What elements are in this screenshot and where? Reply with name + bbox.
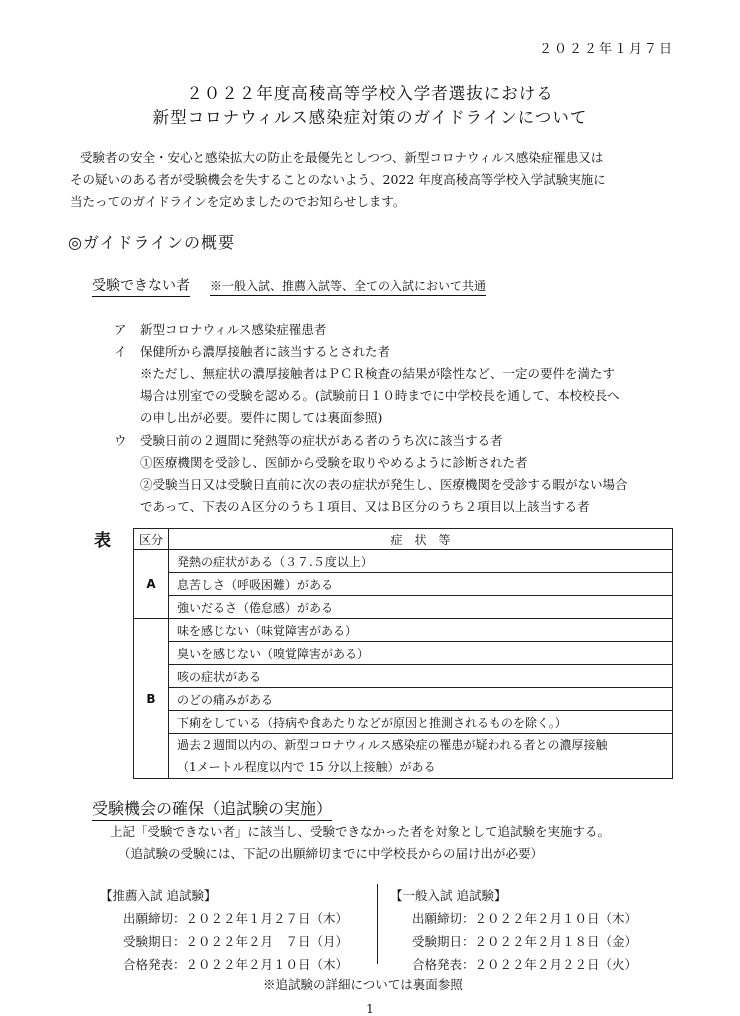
recommend-result-date: 合格発表：２０２２年２月１０日（木） (123, 957, 349, 972)
secure-line-1: 上記「受験できない者」に該当し、受験できなかった者を対象として追試験を実施する。 (110, 824, 611, 839)
table-row (134, 734, 673, 779)
table-cell: 味を感じない（味覚障害がある） (169, 619, 673, 642)
group-a-label: A (134, 550, 169, 619)
recommend-deadline: 出願締切：２０２２年１月２７日（木） (123, 911, 349, 926)
table-label: 表 (94, 531, 111, 551)
secure-heading-text: 受験機会の確保（追試験の実施） (92, 799, 332, 821)
recommend-retest-title: 【推薦入試 追試験】 (100, 888, 217, 903)
group-b-label: B (134, 619, 169, 779)
item-note-line-3: の申し出が必要。要件に関しては裏面参照) (140, 410, 383, 425)
table-cell: 咳の症状がある (169, 665, 673, 688)
table-row (134, 619, 673, 642)
table-cell: 息苦しさ（呼吸困難）がある (169, 573, 673, 596)
item-sub-2-line-2: であって、下表のＡ区分のうち１項目、又はＢ区分のうち２項目以上該当する者 (140, 499, 590, 514)
secure-section-heading (92, 796, 332, 819)
recommend-exam-date: 受験期日：２０２２年２月 ７日（月） (123, 934, 349, 949)
item-note-line-2: 場合は別室での受験を認める。(試験前日１０時までに中学校長を通して、本校校長へ (140, 388, 620, 403)
schedule-divider (377, 884, 378, 964)
contact-line-2: （1メートル程度以内で 15 分以上接触）がある (177, 760, 436, 774)
table-row (134, 688, 673, 711)
table-header-row (134, 529, 673, 550)
table-row (134, 596, 673, 619)
item-note-line-1: ※ただし、無症状の濃厚接触者はＰＣＲ検査の結果が陰性など、一定の要件を満たす (140, 366, 616, 381)
table-cell: のどの痛みがある (169, 688, 673, 711)
general-exam-date: 受験期日：２０２２年２月１８日（金） (412, 934, 638, 949)
cannot-take-exam-heading (92, 275, 486, 295)
table-cell: 下痢をしている（持病や食あたりなどが原因と推測されるものを除く。） (169, 711, 673, 734)
item-sub-1: ①医療機関を受診し、医師から受験を取りやめるように診断された者 (140, 455, 528, 470)
schedule-footnote: ※追試験の詳細については裏面参照 (263, 977, 463, 992)
header-symptoms: 症 状 等 (169, 529, 673, 550)
secure-line-2: （追試験の受験には、下記の出願締切までに中学校長からの届け出が必要） (118, 846, 544, 861)
item-sub-2-line-1: ②受験当日又は受験日直前に次の表の症状が発生し、医療機関を受診する暇がない場合 (140, 477, 628, 492)
header-category: 区分 (134, 529, 169, 550)
table-row (134, 573, 673, 596)
page-number: 1 (366, 1002, 374, 1016)
intro-line-1: 受験者の安全・安心と感染拡大の防止を最優先としつつ、新型コロナウィルス感染症罹患又は (80, 150, 604, 165)
cannot-heading-text: 受験できない者 (92, 278, 190, 297)
table-row (134, 665, 673, 688)
item-text-i: 保健所から濃厚接触者に該当するとされた者 (140, 344, 391, 359)
table-row (134, 642, 673, 665)
document-date: ２０２２年１月７日 (538, 42, 674, 57)
table-row (134, 711, 673, 734)
intro-line-2: その疑いのある者が受験機会を失することのないよう、2022 年度高稜高等学校入学試験実施に (70, 172, 606, 187)
title-line-2: 新型コロナウィルス感染症対策のガイドラインについて (152, 108, 588, 127)
item-text-u: 受験日前の２週間に発熱等の症状がある者のうち次に該当する者 (140, 433, 503, 448)
general-retest-title: 【一般入試 追試験】 (390, 888, 507, 903)
general-deadline: 出願締切：２０２２年２月１０日（木） (412, 911, 638, 926)
title-line-1: ２０２２年度高稜高等学校入学者選抜における (186, 84, 554, 103)
item-text-a: 新型コロナウィルス感染症罹患者 (140, 322, 327, 337)
cannot-heading-note: ※一般入試、推薦入試等、全ての入試において共通 (210, 279, 486, 296)
table-row (134, 550, 673, 573)
contact-line-1: 過去２週間以内の、新型コロナウィルス感染症の罹患が疑われる者との濃厚接触 (177, 738, 608, 752)
item-mark-u: ウ (114, 433, 127, 448)
item-mark-i: イ (114, 344, 127, 359)
item-mark-a: ア (114, 322, 127, 337)
table-cell: 臭いを感じない（嗅覚障害がある） (169, 642, 673, 665)
table-cell: 強いだるさ（倦怠感）がある (169, 596, 673, 619)
table-cell-contact (169, 734, 673, 779)
table-cell: 発熱の症状がある（３７.５度以上） (169, 550, 673, 573)
intro-line-3: 当たってのガイドラインを定めましたのでお知らせします。 (70, 194, 406, 209)
symptoms-table (133, 528, 673, 779)
overview-heading: ◎ガイドラインの概要 (68, 233, 236, 252)
general-result-date: 合格発表：２０２２年２月２２日（火） (412, 957, 638, 972)
